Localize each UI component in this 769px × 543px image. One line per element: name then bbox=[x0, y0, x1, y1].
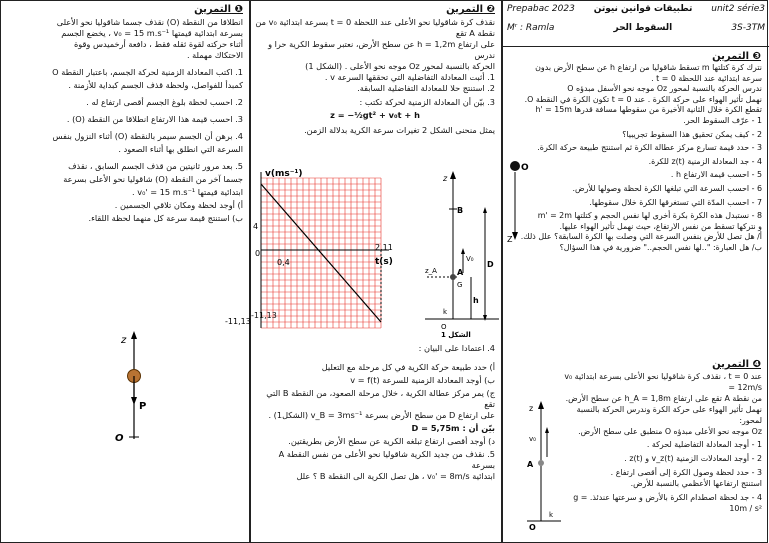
fig1-axis-z: z bbox=[121, 335, 127, 346]
ex2-line: 3. بيّن أن المعادلة الزمنية لحركة تكتب : bbox=[359, 97, 495, 107]
worksheet-header bbox=[503, 1, 769, 47]
ex1-line: ابتدائية قيمتها v₀' = 15 m.s⁻¹ . bbox=[132, 187, 243, 197]
fig1-weight-label: P bbox=[139, 401, 147, 412]
ex4-line: من نقطة A تقع على ارتفاع h_A = 1,8m عن سطح الأرض. bbox=[565, 393, 762, 403]
ex4-line: Oz موجه نحو الأعلى مبدؤه O منطبق على سطح الأرض. bbox=[578, 426, 762, 436]
ex2-line: على ارتفاع h = 1,2m عن سطح الأرض، نعتبر سقوط الكرية حرا و ندرس bbox=[268, 39, 495, 60]
ex2-line: أ) حدد طبيعة حركة الكرية في كل مرحلة مع التعليل bbox=[321, 362, 495, 372]
ex3-line: 6 - احسب السرعة التي تبلغها الكرة لحظة وصولها للأرض. bbox=[572, 183, 762, 193]
exercise-4-title: التمرين ❹ bbox=[712, 359, 761, 370]
graph-origin: 0 bbox=[255, 249, 261, 258]
fig2-v0: V₀ bbox=[466, 255, 474, 263]
header-level: 3S-3TM bbox=[731, 23, 765, 33]
ex1-line: الاحتكاك مهملة . bbox=[186, 50, 243, 60]
exercise-2-column bbox=[225, 0, 502, 543]
ex2-equation: z = −½gt² + v₀t + h bbox=[330, 110, 420, 120]
ex2-line: نقذف كرة شاقوليا نحو الأعلى عند اللحظة t = 0 بسرعة ابتدائية v₀ من نقطة A تقع bbox=[255, 17, 495, 38]
graph-y-axis-label: v(ms⁻¹) bbox=[265, 169, 303, 179]
ex2-line: 5. نقذف من جديد الكرية شاقوليا نحو الأعلى من نفس النقطة A بسرعة bbox=[278, 449, 495, 470]
ex2-line: على ارتفاع D من سطح الأرض بسرعة v_B = 3ms⁻¹ (الشكل1) . bbox=[268, 410, 495, 420]
fig2-z-a: z_A bbox=[425, 267, 437, 275]
fig2-point-a: A bbox=[457, 268, 464, 277]
fig4-point-a: A bbox=[527, 460, 534, 469]
ex1-line: كمبدأ للفواصل، ولحظة قذف الجسم كبداية للأزمنة . bbox=[68, 80, 243, 90]
ex1-line: 3. احسب قيمة هذا الارتفاع انطلاقا من النقطة (O) . bbox=[66, 114, 243, 124]
ex4-line: 2 - أوجد المعادلات الزمنية v_z(t) و z(t) . bbox=[624, 454, 762, 464]
ex1-line: بسرعة ابتدائية قيمتها v₀ = 15 m.s⁻¹ ، يخضع الجسم bbox=[61, 28, 243, 38]
ex3-line: 5 - احسب قيمة الارتفاع h . bbox=[670, 170, 762, 180]
exercise-1-text bbox=[5, 17, 243, 224]
header-series: unit2 série3 bbox=[711, 4, 765, 14]
graph-tick-y: 4 bbox=[253, 222, 259, 231]
ex1-line: أثناء حركته لقوة ثقله فقط ، دافعة أرخميدس وقوة bbox=[73, 39, 243, 49]
exercise-1-title: التمرين ❶ bbox=[194, 4, 243, 15]
ex2-line: يمثل منحنى الشكل 2 تغيرات سرعة الكرية بدلالة الزمن. bbox=[304, 125, 495, 135]
exercise-1-column bbox=[0, 0, 250, 543]
fig3-axis-z: Z bbox=[507, 235, 513, 244]
exercise-2-text-top bbox=[255, 17, 495, 136]
ex3-line: سرعة ابتدائية عند اللحظة t = 0 . bbox=[651, 73, 762, 83]
exercise-1-figure bbox=[101, 329, 171, 449]
ex4-line: 1 - أوجد المعادلة التفاضلية لحركة . bbox=[646, 440, 762, 450]
graph-end-velocity: -11,13 bbox=[225, 317, 251, 326]
ex3-line: 7 - احسب المدّة التي تستغرقها الكرة خلال سقوطها. bbox=[589, 197, 762, 207]
fig2-axis-z: z bbox=[443, 174, 448, 183]
header-subtitle: السقوط الحر bbox=[613, 23, 673, 33]
velocity-time-graph bbox=[225, 166, 426, 341]
ex1-line: ب) استنتج قيمة سرعة كل منهما لحظة اللقاء. bbox=[88, 213, 243, 223]
ex3-line: 8 - نستبدل هذه الكرة بكرة أخرى لها نفس الحجم و كتلتها m' = 2m bbox=[537, 211, 762, 221]
ex4-line: استنتج ارتفاعها الأعظمي بالنسبة للأرض. bbox=[630, 479, 762, 489]
fig3-origin: O bbox=[521, 163, 529, 173]
ex1-line: السرعة التي انطلق بها أثناء الصعود . bbox=[118, 144, 243, 154]
ex1-line: 5. بعد مرور ثانيتين من قذف الجسم السابق ، نقذف bbox=[68, 161, 243, 171]
graph-end-velocity-label: -11,13 bbox=[251, 311, 277, 320]
graph-tick-x: 0,4 bbox=[277, 258, 290, 267]
ex3-line: 4 - جد المعادلة الزمنية z(t) للكرة. bbox=[648, 156, 762, 166]
ex4-line: نهمل تأثير الهواء على حركة الكرة وندرس الحركة بالنسبة لمحور: bbox=[576, 404, 762, 425]
exercise-2-figure-1 bbox=[423, 169, 501, 339]
ex1-line: 4. برهن أن الجسم سيمر بالنقطة (O) أثناء النزول بنفس bbox=[52, 131, 243, 141]
fig1-origin-label: O bbox=[115, 433, 124, 444]
ex1-line: 1. اكتب المعادلة الزمنية لحركة الجسم، باعتبار النقطة O bbox=[52, 67, 243, 77]
ex3-line: ب/ هل العبارة: "..لها نفس الحجم.." ضرورية في هذا السؤال؟ bbox=[559, 242, 762, 252]
ex3-line: 3 - حدد قيمة تسارع مركز عطالة الكرة ثم استنتج طبيعة حركة الكرة. bbox=[537, 143, 762, 153]
ex2-line: بيّن أن : D = 5,75m bbox=[411, 423, 495, 433]
header-school: Prepabac 2023 bbox=[507, 4, 575, 14]
ex4-line: عند t = 0 ، نقذف كرة شاقوليا نحو الأعلى بسرعة ابتدائية v₀ = 12m/s bbox=[564, 372, 762, 392]
ex2-line: 4. اعتمادا على البيان : bbox=[418, 343, 495, 353]
fig2-point-b: B bbox=[457, 206, 464, 215]
fig2-k: k bbox=[443, 308, 448, 316]
fig4-origin: O bbox=[529, 523, 536, 532]
graph-x-axis-label: t(s) bbox=[375, 257, 393, 267]
ex4-line: 4 - جد لحظة اصطدام الكرة بالأرض و سرعتها عندئذ. g = 10m / s² bbox=[573, 493, 762, 513]
ex2-line: ابتدائية v₀' = 8m/s ، هل تصل الكرية الى النقطة B ؟ علل bbox=[296, 471, 495, 481]
exercise-3-figure bbox=[507, 156, 529, 246]
ex1-line: 2. احسب لحظة بلوغ الجسم أقصى ارتفاع له . bbox=[86, 97, 243, 107]
graph-end-time: 2,11 bbox=[375, 243, 393, 252]
fig2-caption: الشكل 1 bbox=[441, 331, 471, 339]
ex1-line: جسما آخر من النقطة (O) شاقوليا نحو الأعلى بسرعة bbox=[63, 174, 243, 184]
ex2-line: د) أوجد أقصى ارتفاع تبلغه الكرية عن سطح الأرض بطريقتين. bbox=[288, 436, 495, 446]
ex2-line: ج) يمر مركز عطالة الكرية ، خلال مرحلة الصعود، من النقطة B التي تقع bbox=[266, 388, 495, 409]
ex1-line: انطلاقا من النقطة (O) نقذف جسما شاقوليا نحو الأعلى bbox=[56, 17, 243, 27]
exercise-3-4-column bbox=[502, 0, 768, 543]
ex3-line: و نتركها تسقط من نفس الارتفاع، حيث نهمل تأثير الهواء عليها. bbox=[559, 221, 762, 231]
exercise-2-title: التمرين ❷ bbox=[446, 4, 495, 15]
exercise-4-text bbox=[562, 372, 762, 515]
ex2-line: الحركة بالنسبة لمحور Oz موجه نحو الأعلى . (الشكل 1) bbox=[305, 61, 495, 71]
fig4-k: k bbox=[549, 511, 554, 519]
ex3-line: نترك كرة كتلتها m تسقط شاقوليا من ارتفاع h عن سطح الأرض بدون bbox=[535, 63, 762, 72]
fig2-distance-d: D bbox=[487, 260, 494, 269]
ex3-line: نهمل تأثير الهواء على حركة الكرة . عند t = 0 تكون الكرة في النقطة O. bbox=[524, 94, 762, 104]
ex4-line: 3 - حدد لحظة وصول الكرة إلى أقصى ارتفاع . bbox=[610, 468, 762, 478]
fig2-point-g: G bbox=[457, 281, 463, 289]
exercise-3-text bbox=[506, 63, 762, 254]
fig2-origin: O bbox=[441, 323, 447, 331]
ex3-line: أ/ هل تصل للأرض بنفس السرعة التي وصلت بها الكرة السابقة؟ علل ذلك. bbox=[520, 232, 762, 242]
fig4-v0: v₀ bbox=[529, 435, 536, 443]
ex2-line: ب) أوجد المعادلة الزمنية للسرعة v = f(t) bbox=[350, 375, 495, 385]
ex3-line: 2 - كيف يمكن تحقيق هذا السقوط تجريبيا؟ bbox=[622, 129, 762, 139]
fig4-axis-z: z bbox=[529, 404, 534, 413]
exercise-2-text-bottom bbox=[255, 343, 495, 482]
ex2-line: 1. أثبت المعادلة التفاضلية التي تحققها السرعة v . bbox=[324, 72, 495, 82]
fig2-height-h: h bbox=[473, 296, 479, 305]
ex2-line: 2. استنتج حلا للمعادلة التفاضلية السابقة. bbox=[357, 83, 495, 93]
ex3-line: تقطع الكرة خلال الثانية الأخيرة من سقوطها مسافة قدرها h' = 15m bbox=[535, 105, 762, 115]
ex3-line: ندرس الحركة بالنسبة لمحور Oz موجه نحو الأسفل مبدؤه O bbox=[567, 84, 762, 94]
exercise-3-title: التمرين ❸ bbox=[712, 51, 761, 62]
exercise-4-figure bbox=[527, 399, 563, 531]
ex3-line: 1 - عرّف السقوط الحر. bbox=[683, 115, 762, 125]
header-teacher: Mʳ : Ramla bbox=[507, 23, 555, 33]
header-title: تطبيقات قوانين نيوتن bbox=[593, 4, 693, 14]
ex1-line: أ) أوجد لحظة ومكان تلاقي الجسمين . bbox=[114, 200, 243, 210]
